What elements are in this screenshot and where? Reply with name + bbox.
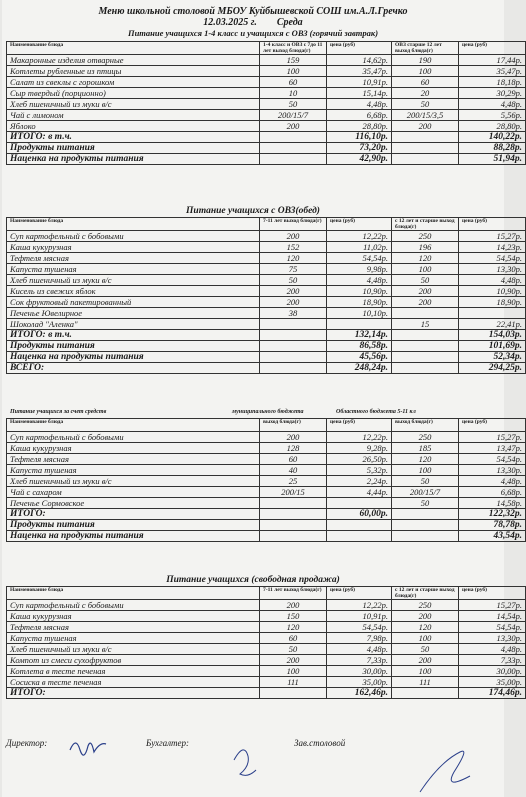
menu-sheet — [2, 0, 522, 797]
dish-row — [7, 66, 526, 77]
dish-name: Капуста тушеная — [7, 633, 260, 644]
total-row — [7, 520, 526, 531]
price-a: 54,54р. — [327, 253, 392, 264]
dish-row — [7, 275, 526, 286]
portion-a: 40 — [260, 465, 327, 476]
dish-row — [7, 286, 526, 297]
portion-b: 50 — [392, 99, 459, 110]
price-b: 10,90р. — [459, 286, 526, 297]
dish-name: Тефтеля мясная — [7, 454, 260, 465]
dish-name: Шоколад "Аленка" — [7, 319, 260, 330]
portion-b: 15 — [392, 319, 459, 330]
header-portion-a: 7-11 лет выход блюда(г) — [260, 218, 327, 231]
price-a: 10,90р. — [327, 286, 392, 297]
free-sale-table — [6, 586, 526, 699]
price-a: 26,50р. — [327, 454, 392, 465]
price-a: 4,44р. — [327, 487, 392, 498]
ovz-lunch-title: Питание учащихся с ОВЗ(обед) — [186, 206, 320, 216]
portion-b — [392, 520, 459, 531]
price-a: 4,48р. — [327, 275, 392, 286]
price-b: 30,00р. — [459, 666, 526, 677]
portion-a — [260, 498, 327, 509]
dish-row — [7, 319, 526, 330]
ovz-lunch-table — [6, 217, 526, 374]
price-b: 17,44р. — [459, 55, 526, 66]
dish-name: Хлеб пшеничный из муки в/с — [7, 275, 260, 286]
price-b: 4,48р. — [459, 275, 526, 286]
header-portion-a: 7-11 лет выход блюда(г) — [260, 587, 327, 600]
price-a: 4,48р. — [327, 99, 392, 110]
dish-row — [7, 600, 526, 611]
portion-a: 128 — [260, 443, 327, 454]
portion-b — [392, 154, 459, 165]
dish-row — [7, 297, 526, 308]
price-a: 6,68р. — [327, 110, 392, 121]
dish-row — [7, 231, 526, 242]
price-b: 294,25р. — [459, 363, 526, 374]
dish-name: Кисель из свежих яблок — [7, 286, 260, 297]
dish-name: Печенье Ювелирное — [7, 308, 260, 319]
free-sale-title: Питание учащихся (свободная продажа) — [166, 575, 340, 585]
portion-b — [392, 143, 459, 154]
accountant-label: Бухгалтер: — [146, 738, 189, 748]
price-a: 12,22р. — [327, 600, 392, 611]
price-b: 7,33р. — [459, 655, 526, 666]
menu-date-line — [2, 17, 504, 28]
breakfast-table — [6, 41, 526, 165]
portion-a — [260, 531, 327, 542]
price-b: 22,41р. — [459, 319, 526, 330]
portion-b: 120 — [392, 253, 459, 264]
portion-b: 60 — [392, 77, 459, 88]
portion-a: 60 — [260, 633, 327, 644]
price-a: 18,90р. — [327, 297, 392, 308]
portion-a: 200 — [260, 297, 327, 308]
total-row — [7, 352, 526, 363]
dish-name: Суп картофельный с бобовыми — [7, 231, 260, 242]
price-b: 52,34р. — [459, 352, 526, 363]
portion-a — [260, 319, 327, 330]
canteen-head-label: Зав.столовой — [294, 738, 346, 748]
dish-name: Чай с лимоном — [7, 110, 260, 121]
dish-row — [7, 432, 526, 443]
table-header-row — [7, 218, 526, 231]
price-b: 13,30р. — [459, 465, 526, 476]
dish-row — [7, 308, 526, 319]
dish-name: Котлеты рубленные из птицы — [7, 66, 260, 77]
portion-a — [260, 330, 327, 341]
breakfast-subtitle: Питание учащихся 1-4 класс и учащихся с ОВЗ (горячий завтрак) — [127, 28, 379, 38]
price-b: 122,32р. — [459, 509, 526, 520]
portion-b: 20 — [392, 88, 459, 99]
header-price-a: цена (руб) — [327, 587, 392, 600]
total-row — [7, 688, 526, 699]
price-a: 35,00р. — [327, 677, 392, 688]
dish-name: Тефтеля мясная — [7, 253, 260, 264]
price-b: 15,27р. — [459, 600, 526, 611]
portion-a: 159 — [260, 55, 327, 66]
portion-a — [260, 143, 327, 154]
price-b: 4,48р. — [459, 644, 526, 655]
portion-b — [392, 330, 459, 341]
header-dish-name: Наименование блюда — [7, 42, 260, 55]
price-b: 13,30р. — [459, 264, 526, 275]
portion-b: 200 — [392, 286, 459, 297]
dish-name: Чай с сахаром — [7, 487, 260, 498]
dish-row — [7, 622, 526, 633]
portion-a: 200 — [260, 121, 327, 132]
portion-a — [260, 520, 327, 531]
portion-a: 50 — [260, 275, 327, 286]
header-price-a: цена (руб) — [327, 419, 392, 432]
price-b: 14,58р. — [459, 498, 526, 509]
price-a: 162,46р. — [327, 688, 392, 699]
dish-row — [7, 487, 526, 498]
portion-b: 50 — [392, 476, 459, 487]
header-price-a: цена (руб) — [327, 42, 392, 55]
price-b: 14,23р. — [459, 242, 526, 253]
portion-b — [392, 531, 459, 542]
price-a: 9,98р. — [327, 264, 392, 275]
price-a: 15,14р. — [327, 88, 392, 99]
table-header-row — [7, 419, 526, 432]
dish-name: Тефтеля мясная — [7, 622, 260, 633]
price-a: 11,02р. — [327, 242, 392, 253]
price-b: 5,56р. — [459, 110, 526, 121]
dish-row — [7, 465, 526, 476]
price-b: 13,30р. — [459, 633, 526, 644]
budget-title-mid: муниципального бюджета — [232, 409, 304, 415]
portion-a: 60 — [260, 454, 327, 465]
portion-a: 38 — [260, 308, 327, 319]
header-portion-a: выход блюда(г) — [260, 419, 327, 432]
price-a: 54,54р. — [327, 622, 392, 633]
header-dish-name: Наименование блюда — [7, 587, 260, 600]
header-portion-a: 1-4 класс и ОВЗ с 7до 11 лет выход блюда(г) — [260, 42, 327, 55]
portion-b: 50 — [392, 644, 459, 655]
dish-name: Хлеб пшеничный из муки в/с — [7, 644, 260, 655]
portion-a: 200 — [260, 600, 327, 611]
price-b: 78,78р. — [459, 520, 526, 531]
price-b: 43,54р. — [459, 531, 526, 542]
dish-row — [7, 655, 526, 666]
total-row — [7, 509, 526, 520]
dish-name: ВСЕГО: — [7, 363, 260, 374]
price-b: 18,90р. — [459, 297, 526, 308]
portion-a: 111 — [260, 677, 327, 688]
director-label: Директор: — [6, 738, 48, 748]
dish-row — [7, 611, 526, 622]
table-header-row — [7, 42, 526, 55]
portion-a: 60 — [260, 77, 327, 88]
price-b — [459, 308, 526, 319]
price-a: 73,20р. — [327, 143, 392, 154]
portion-b: 200/15/3,5 — [392, 110, 459, 121]
price-b: 13,47р. — [459, 443, 526, 454]
portion-a: 120 — [260, 253, 327, 264]
portion-b: 200 — [392, 611, 459, 622]
dish-row — [7, 121, 526, 132]
handwritten-signatures — [2, 730, 504, 797]
dish-name: Продукты питания — [7, 341, 260, 352]
budget-title — [6, 409, 490, 418]
portion-b: 100 — [392, 264, 459, 275]
portion-a: 150 — [260, 611, 327, 622]
price-a: 30,00р. — [327, 666, 392, 677]
price-a: 7,33р. — [327, 655, 392, 666]
menu-weekday: Среда — [276, 17, 303, 28]
dish-name: ИТОГО: в т.ч. — [7, 132, 260, 143]
price-b: 15,27р. — [459, 231, 526, 242]
header-portion-b: с 12 лет и старше выход блюда(г) — [392, 587, 459, 600]
portion-b — [392, 308, 459, 319]
price-b: 4,48р. — [459, 99, 526, 110]
header-portion-b: выход блюда(г) — [392, 419, 459, 432]
header-portion-b: с 12 лет и старше выход блюда(г) — [392, 218, 459, 231]
header-price-a: цена (руб) — [327, 218, 392, 231]
dish-name: Наценка на продукты питания — [7, 154, 260, 165]
price-a: 10,91р. — [327, 77, 392, 88]
portion-b: 50 — [392, 275, 459, 286]
dish-name: Капуста тушеная — [7, 264, 260, 275]
table-header-row — [7, 587, 526, 600]
portion-a: 100 — [260, 666, 327, 677]
portion-b: 200 — [392, 121, 459, 132]
dish-name: Суп картофельный с бобовыми — [7, 432, 260, 443]
portion-a: 120 — [260, 622, 327, 633]
header-price-b: цена (руб) — [459, 42, 526, 55]
dish-row — [7, 498, 526, 509]
price-a: 5,32р. — [327, 465, 392, 476]
dish-name: Продукты питания — [7, 520, 260, 531]
portion-a: 200/15 — [260, 487, 327, 498]
price-a: 9,28р. — [327, 443, 392, 454]
portion-b: 120 — [392, 622, 459, 633]
portion-b: 250 — [392, 432, 459, 443]
portion-b: 250 — [392, 600, 459, 611]
dish-row — [7, 253, 526, 264]
portion-b: 200 — [392, 297, 459, 308]
portion-a: 200 — [260, 655, 327, 666]
dish-row — [7, 666, 526, 677]
price-a: 132,14р. — [327, 330, 392, 341]
portion-b — [392, 363, 459, 374]
portion-b — [392, 509, 459, 520]
portion-a — [260, 154, 327, 165]
portion-b: 100 — [392, 666, 459, 677]
header-dish-name: Наименование блюда — [7, 419, 260, 432]
price-b: 18,18р. — [459, 77, 526, 88]
dish-name: Хлеб пшеничный из муки в/с — [7, 99, 260, 110]
price-a: 248,24р. — [327, 363, 392, 374]
budget-title-right: Областного бюджета 5-11 кл — [336, 409, 416, 415]
portion-a — [260, 688, 327, 699]
budget-title-left: Питание учащихся за счет средств — [10, 409, 107, 415]
portion-b — [392, 688, 459, 699]
dish-name: Капуста тушеная — [7, 465, 260, 476]
portion-b: 100 — [392, 633, 459, 644]
budget-lunch-table — [6, 418, 526, 542]
header-portion-b: ОВЗ старше 12 лет выход блюда(г) — [392, 42, 459, 55]
price-a: 10,10р. — [327, 308, 392, 319]
portion-a: 200 — [260, 432, 327, 443]
price-a — [327, 319, 392, 330]
header-price-b: цена (руб) — [459, 218, 526, 231]
portion-b: 190 — [392, 55, 459, 66]
portion-a: 10 — [260, 88, 327, 99]
total-row — [7, 154, 526, 165]
dish-row — [7, 242, 526, 253]
price-b: 101,69р. — [459, 341, 526, 352]
dish-row — [7, 677, 526, 688]
portion-b — [392, 341, 459, 352]
portion-b: 200 — [392, 655, 459, 666]
dish-name: Яблоко — [7, 121, 260, 132]
price-b: 30,29р. — [459, 88, 526, 99]
portion-b: 200/15/7 — [392, 487, 459, 498]
menu-date: 12.03.2025 г. — [203, 17, 257, 28]
portion-a: 100 — [260, 66, 327, 77]
price-b: 54,54р. — [459, 253, 526, 264]
dish-name: Наценка на продукты питания — [7, 352, 260, 363]
price-b: 35,00р. — [459, 677, 526, 688]
dish-row — [7, 77, 526, 88]
dish-name: Печенье Сормовское — [7, 498, 260, 509]
price-b: 154,03р. — [459, 330, 526, 341]
price-a: 4,48р. — [327, 644, 392, 655]
total-row — [7, 363, 526, 374]
portion-b: 250 — [392, 231, 459, 242]
portion-a — [260, 352, 327, 363]
portion-b: 120 — [392, 454, 459, 465]
total-row — [7, 132, 526, 143]
total-row — [7, 143, 526, 154]
price-a — [327, 498, 392, 509]
price-a: 28,80р. — [327, 121, 392, 132]
dish-name: ИТОГО: — [7, 509, 260, 520]
portion-a — [260, 341, 327, 352]
total-row — [7, 330, 526, 341]
dish-name: Компот из смеси сухофруктов — [7, 655, 260, 666]
dish-name: Сыр твердый (порционно) — [7, 88, 260, 99]
portion-a: 50 — [260, 99, 327, 110]
dish-row — [7, 110, 526, 121]
price-a: 7,98р. — [327, 633, 392, 644]
dish-row — [7, 633, 526, 644]
dish-row — [7, 99, 526, 110]
dish-row — [7, 264, 526, 275]
price-b: 140,22р. — [459, 132, 526, 143]
dish-row — [7, 644, 526, 655]
header-dish-name: Наименование блюда — [7, 218, 260, 231]
total-row — [7, 341, 526, 352]
dish-name: Салат из свеклы с горошком — [7, 77, 260, 88]
price-a: 14,62р. — [327, 55, 392, 66]
price-a: 12,22р. — [327, 231, 392, 242]
dish-row — [7, 476, 526, 487]
price-a: 2,24р. — [327, 476, 392, 487]
portion-b — [392, 352, 459, 363]
dish-row — [7, 454, 526, 465]
dish-name: Наценка на продукты питания — [7, 531, 260, 542]
dish-name: Сосиска в тесте печеная — [7, 677, 260, 688]
dish-name: ИТОГО: — [7, 688, 260, 699]
price-a: 12,22р. — [327, 432, 392, 443]
dish-name: Котлета в тесте печеная — [7, 666, 260, 677]
price-b: 6,68р. — [459, 487, 526, 498]
price-a — [327, 520, 392, 531]
dish-name: ИТОГО: в т.ч. — [7, 330, 260, 341]
portion-a: 200 — [260, 286, 327, 297]
portion-a — [260, 509, 327, 520]
price-b: 51,94р. — [459, 154, 526, 165]
price-b: 35,47р. — [459, 66, 526, 77]
dish-name: Сок фруктовый пакетированный — [7, 297, 260, 308]
header-price-b: цена (руб) — [459, 587, 526, 600]
dish-name: Каша кукурузная — [7, 242, 260, 253]
price-b: 174,46р. — [459, 688, 526, 699]
price-b: 88,28р. — [459, 143, 526, 154]
dish-name: Суп картофельный с бобовыми — [7, 600, 260, 611]
price-a: 45,56р. — [327, 352, 392, 363]
portion-a: 25 — [260, 476, 327, 487]
header-price-b: цена (руб) — [459, 419, 526, 432]
price-b: 4,48р. — [459, 476, 526, 487]
dish-name: Каша кукурузная — [7, 443, 260, 454]
total-row — [7, 531, 526, 542]
portion-a — [260, 132, 327, 143]
price-b: 15,27р. — [459, 432, 526, 443]
price-b: 28,80р. — [459, 121, 526, 132]
menu-title: Меню школьной столовой МБОУ Куйбышевской СОШ им.А.Л.Гречко — [98, 6, 408, 17]
dish-row — [7, 55, 526, 66]
portion-b: 185 — [392, 443, 459, 454]
price-a: 42,90р. — [327, 154, 392, 165]
price-a: 10,91р. — [327, 611, 392, 622]
portion-b — [392, 132, 459, 143]
portion-b: 111 — [392, 677, 459, 688]
price-b: 54,54р. — [459, 454, 526, 465]
portion-a: 200/15/7 — [260, 110, 327, 121]
portion-b: 100 — [392, 465, 459, 476]
dish-name: Макаронные изделия отварные — [7, 55, 260, 66]
price-a: 35,47р. — [327, 66, 392, 77]
dish-name: Продукты питания — [7, 143, 260, 154]
portion-a — [260, 363, 327, 374]
portion-a: 152 — [260, 242, 327, 253]
portion-b: 196 — [392, 242, 459, 253]
portion-a: 200 — [260, 231, 327, 242]
dish-row — [7, 88, 526, 99]
price-a: 60,00р. — [327, 509, 392, 520]
price-a: 116,10р. — [327, 132, 392, 143]
dish-row — [7, 443, 526, 454]
price-b: 14,54р. — [459, 611, 526, 622]
portion-b: 50 — [392, 498, 459, 509]
dish-name: Каша кукурузная — [7, 611, 260, 622]
price-a: 86,58р. — [327, 341, 392, 352]
portion-b: 100 — [392, 66, 459, 77]
price-b: 54,54р. — [459, 622, 526, 633]
portion-a: 50 — [260, 644, 327, 655]
price-a — [327, 531, 392, 542]
portion-a: 75 — [260, 264, 327, 275]
dish-name: Хлеб пшеничный из муки в/с — [7, 476, 260, 487]
